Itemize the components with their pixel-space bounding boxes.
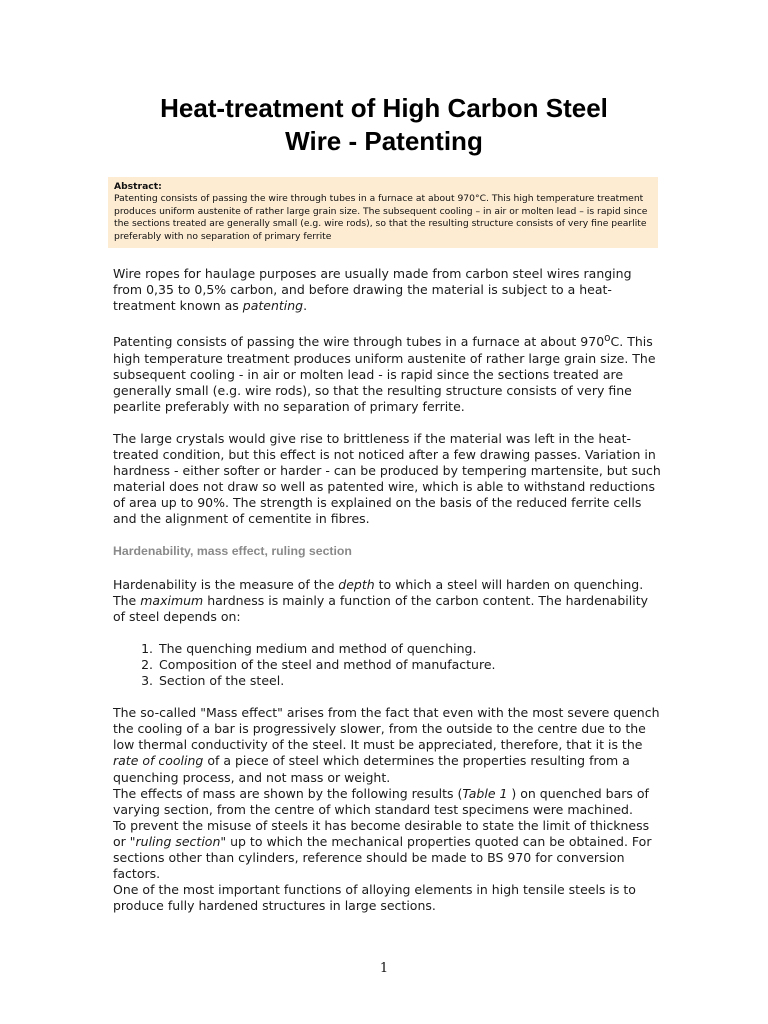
paragraph-mass-effect: The so-called "Mass effect" arises from the fact that even with the most severe quench the cooling of a bar is progressively slower, from the outside to the centre due to the low thermal conductivity of the steel. It must be appreciated, therefore, that it is the rate of cooling of a piece of steel which determines the properties resulting from a quenching process, and not mass or weight. xyxy=(113,705,660,785)
degree-superscript: o xyxy=(604,332,611,345)
paragraph-patenting: Patenting consists of passing the wire through tubes in a furnace at about 970$^o$C. This high temperature treatment produces uniform austenite of rather large grain size. The subsequent cooling - in air or molten lead - is rapid since the sections treated are generally small (e.g. wire rods), so that the resulting structure consists of very fine pearlite preferably with no separation of primary ferrite. xyxy=(113,332,656,414)
list-item: 3. Section of the steel. xyxy=(157,673,661,689)
document-title xyxy=(60,92,708,158)
document-body xyxy=(113,266,661,914)
paragraph-ruling-section: To prevent the misuse of steels it has become desirable to state the limit of thickness or "ruling section" up to which the mechanical properties quoted can be obtained. For sections other than cylinders, reference should be made to BS 970 for conversion factors. xyxy=(113,817,652,882)
paragraph-crystals: The large crystals would give rise to brittleness if the material was left in the heat-treated condition, but this effect is not noticed after a few drawing passes. Variation in hardness - either softer or harder - can be produced by tempering martensite, but such material does not draw so well as patented wire, which is able to withstand reductions of area up to 90%. The strength is explained on the basis of the reduced ferrite cells and the alignment of cementite in fibres. xyxy=(113,430,661,527)
abstract-text: Patenting consists of passing the wire through tubes in a furnace at about 970°C. This high temperature treatment produces uniform austenite of rather large grain size. The subsequent cooling – in air or molten lead – is rapid since the sections treated are generally small (e.g. wire rods), so that the resulting structure consists of very fine pearlite preferably with no separation of primary ferrite xyxy=(114,193,648,242)
paragraph-effects-of-mass: The effects of mass are shown by the following results (Table 1 ) on quenched bars of varying section, from the centre of which standard test specimens were machined. xyxy=(113,785,649,817)
term-patenting: patenting xyxy=(242,298,304,314)
title-line-1: Heat-treatment of High Carbon Steel xyxy=(160,93,608,123)
paragraph-alloying: One of the most important functions of alloying elements in high tensile steels is to produce fully hardened structures in large sections. xyxy=(113,882,636,914)
paragraph-hardenability: Hardenability is the measure of the depth to which a steel will harden on quenching. The maximum hardness is mainly a function of the carbon content. The hardenability of steel depends on: xyxy=(113,576,648,624)
title-line-2: Wire - Patenting xyxy=(285,126,483,156)
section-heading: Hardenability, mass effect, ruling section xyxy=(113,544,352,559)
list-item: 2. Composition of the steel and method of manufacture. xyxy=(157,657,661,673)
abstract-box xyxy=(108,177,658,248)
abstract-label: Abstract: xyxy=(114,181,162,192)
page-number: 1 xyxy=(379,961,389,976)
list-item: 1. The quenching medium and method of quenching. xyxy=(157,641,661,657)
hardenability-list xyxy=(113,641,661,689)
paragraph-intro: Wire ropes for haulage purposes are usually made from carbon steel wires ranging from 0,35 to 0,5% carbon, and before drawing the material is subject to a heat-treatment known as patenting. xyxy=(113,266,632,314)
